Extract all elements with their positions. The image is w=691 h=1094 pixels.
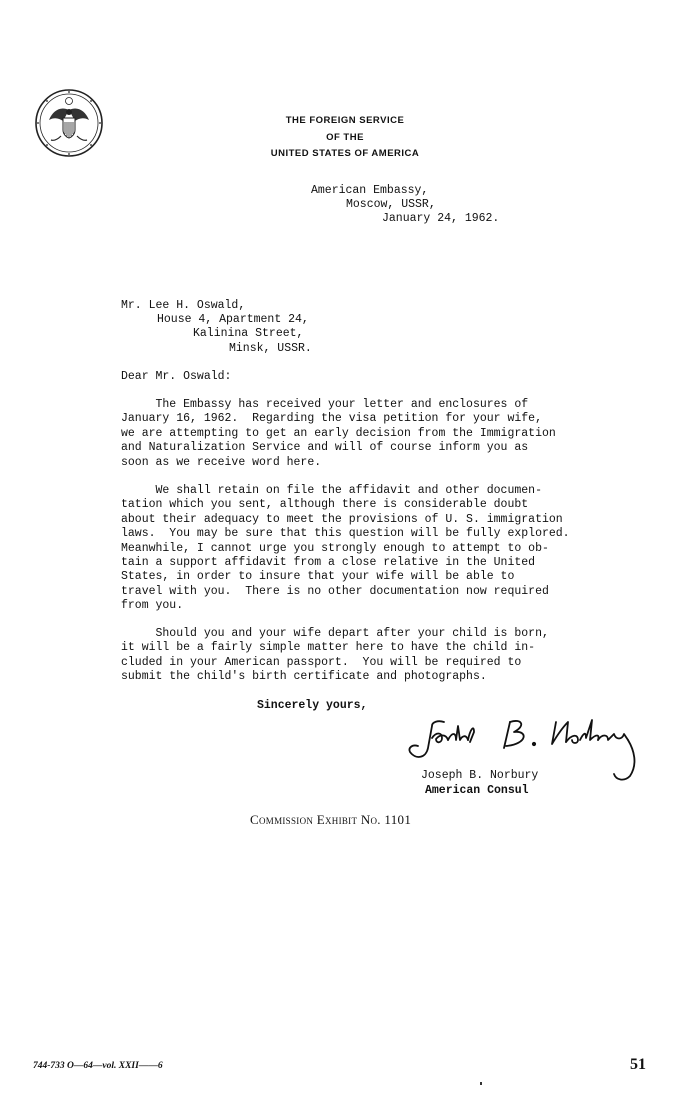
- recipient-address-line-2: House 4, Apartment 24,: [157, 313, 309, 326]
- page-number: 51: [630, 1056, 646, 1073]
- paragraph-2: [121, 484, 601, 614]
- commission-exhibit-label: Commission Exhibit No. 1101: [250, 812, 412, 827]
- paragraph-line: The Embassy has received your letter and enclosures of: [121, 398, 529, 411]
- paragraph-line: Should you and your wife depart after your child is born,: [121, 627, 549, 640]
- paragraph-3: [121, 627, 601, 685]
- paragraph-line: tain a support affidavit from a close relative in the United: [121, 556, 536, 570]
- salutation: Dear Mr. Oswald:: [121, 370, 232, 383]
- recipient-address-line-1: Mr. Lee H. Oswald,: [121, 299, 246, 312]
- paragraph-line: and Naturalization Service and will of course inform you as: [121, 441, 529, 455]
- great-seal-icon: [34, 88, 104, 158]
- paragraph-line: travel with you. There is no other documentation now required: [121, 584, 549, 598]
- paragraph-line: soon as we receive word here.: [121, 455, 322, 469]
- paragraph-line: We shall retain on file the affidavit and other documen-: [121, 484, 542, 497]
- ink-speck: [480, 1082, 482, 1085]
- paragraph-line: about their adequacy to meet the provisions of U. S. immigration: [121, 512, 563, 526]
- sender-address-line-1: American Embassy,: [311, 184, 429, 197]
- letterhead-line-2: OF THE: [326, 131, 364, 143]
- closing: Sincerely yours,: [257, 699, 368, 712]
- paragraph-line: submit the child's birth certificate and photographs.: [121, 670, 487, 684]
- paragraph-line: it will be a fairly simple matter here to have the child in-: [121, 641, 536, 655]
- paragraph-line: cluded in your American passport. You will be required to: [121, 655, 522, 669]
- paragraph-line: Meanwhile, I cannot urge you strongly enough to attempt to ob-: [121, 541, 549, 555]
- letterhead-line-3: UNITED STATES OF AMERICA: [270, 148, 420, 159]
- print-code: 744-733 O—64—vol. XXII——6: [33, 1061, 163, 1071]
- paragraph-line: laws. You may be sure that this question will be fully explored.: [121, 527, 570, 541]
- paragraph-1: [121, 398, 601, 470]
- recipient-address-line-3: Kalinina Street,: [193, 327, 304, 340]
- paragraph-line: we are attempting to get an early decision from the Immigration: [121, 426, 556, 440]
- paragraph-line: January 16, 1962. Regarding the visa petition for your wife,: [121, 412, 542, 426]
- letterhead: [200, 113, 490, 163]
- paragraph-line: States, in order to insure that your wife will be able to: [121, 570, 515, 584]
- signer-title: American Consul: [425, 784, 529, 797]
- letter-date: January 24, 1962.: [382, 212, 500, 225]
- signer-name: Joseph B. Norbury: [421, 769, 539, 782]
- recipient-address-line-4: Minsk, USSR.: [229, 342, 312, 355]
- paragraph-line: from you.: [121, 599, 184, 613]
- letterhead-line-1: THE FOREIGN SERVICE: [285, 115, 405, 126]
- sender-address-line-2: Moscow, USSR,: [346, 198, 436, 211]
- paragraph-line: tation which you sent, although there is considerable doubt: [121, 498, 529, 512]
